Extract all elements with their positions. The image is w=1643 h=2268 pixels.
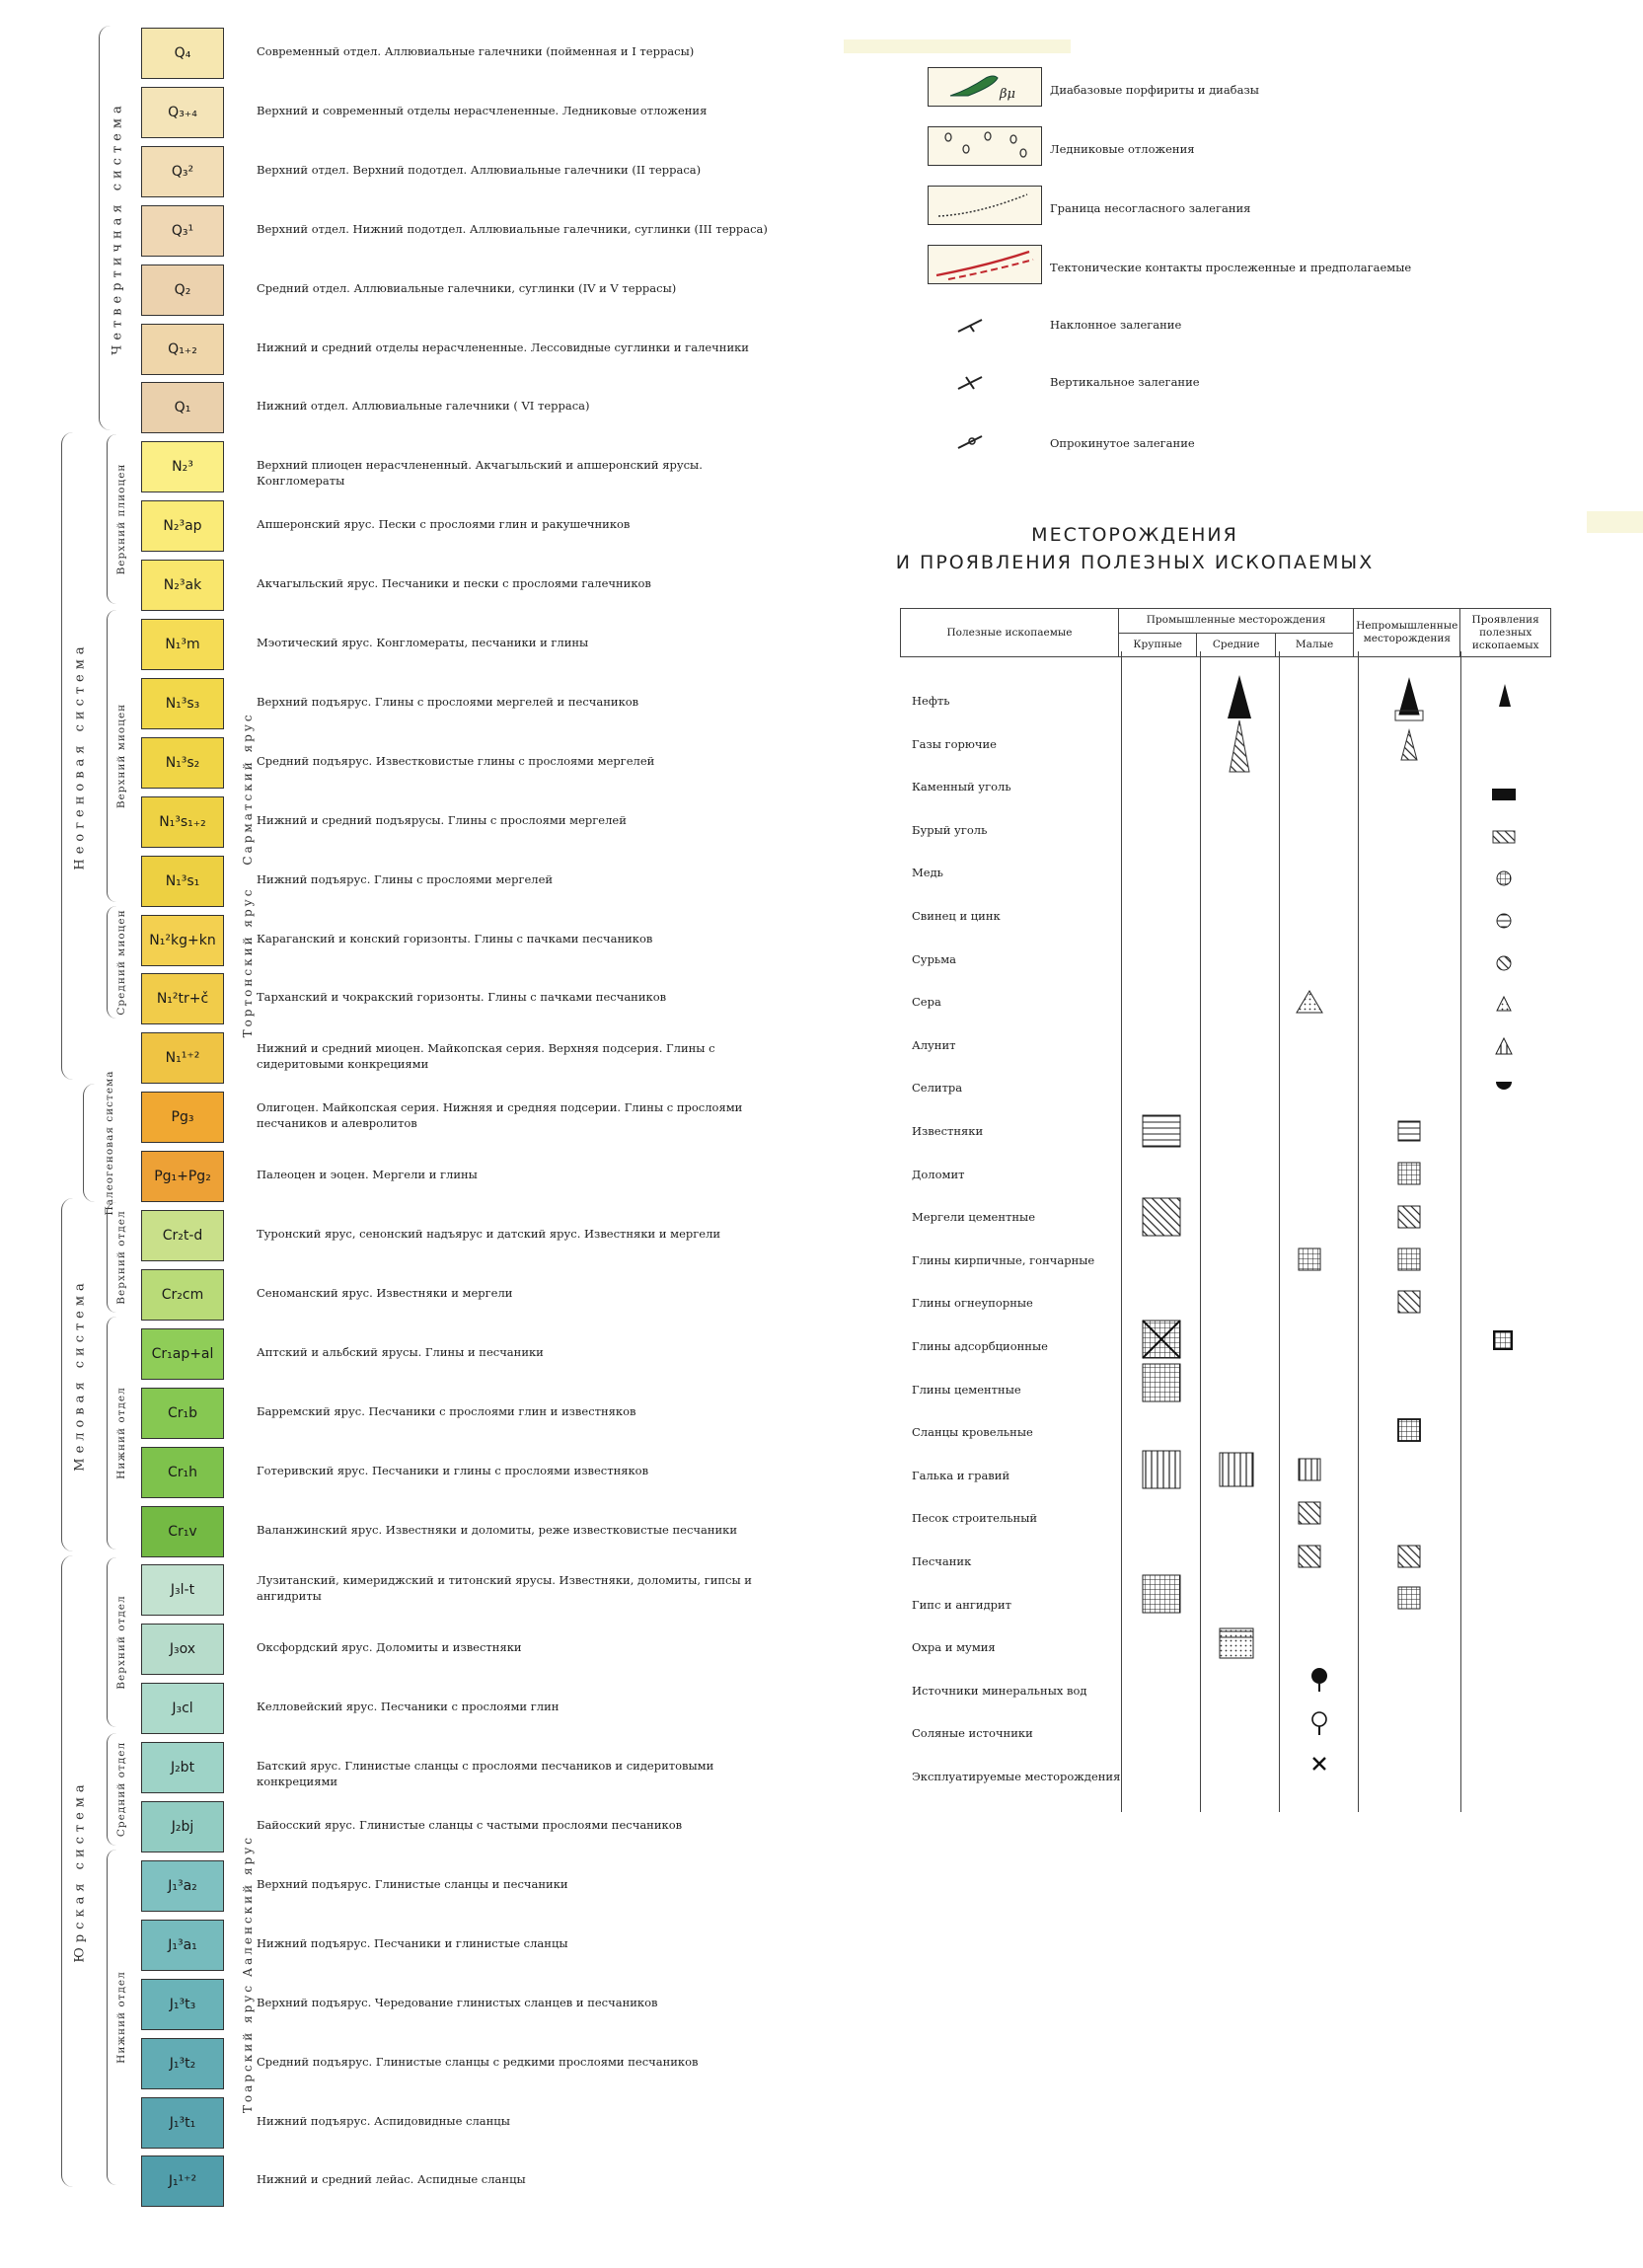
unit-description: Батский ярус. Глинистые сланцы с прослоями песчаников и сидеритовыми конкрециями [257, 1759, 714, 1788]
mineral-name: Эксплуатируемые месторождения [912, 1770, 1121, 1783]
mineral-name: Сурьма [912, 952, 956, 966]
glacial-label: Ледниковые отложения [1050, 142, 1195, 156]
mineral-row [900, 808, 1551, 851]
mineral-name: Источники минеральных вод [912, 1684, 1087, 1698]
unit-description: Караганский и конский горизонты. Глины с пачками песчаников [257, 932, 653, 945]
tectonic-label: Тектонические контакты прослеженные и предполагаемые [1050, 261, 1412, 274]
minerals-table-header [900, 608, 1551, 657]
mineral-row [900, 1109, 1551, 1152]
subgroup-bracket: Средний отдел [107, 1733, 134, 1846]
mineral-name: Доломит [912, 1168, 965, 1181]
unit-swatch: Cr₁b [141, 1388, 224, 1439]
unit-swatch: Q₁₊₂ [141, 324, 224, 375]
subgroup-bracket: Верхний плиоцен [107, 434, 134, 604]
mineral-row [900, 1711, 1551, 1754]
unit-description: Верхний подъярус. Глины с прослоями мергелей и песчаников [257, 695, 639, 709]
unit-description: Олигоцен. Майкопская серия. Нижняя и средняя подсерии. Глины с прослоями песчаников и алевролитов [257, 1100, 743, 1130]
mineral-name: Бурый уголь [912, 823, 988, 837]
unit-description: Верхний плиоцен нерасчлененный. Акчагыльский и апшеронский ярусы. Конгломераты [257, 458, 703, 488]
unit-swatch: N₂³ak [141, 560, 224, 611]
stage-bracket: Тоарский ярус [241, 1982, 255, 2114]
svg-text:βμ: βμ [1000, 87, 1015, 102]
mineral-row [900, 851, 1551, 893]
mineral-row [900, 1281, 1551, 1323]
unit-swatch: Cr₁ap+al [141, 1328, 224, 1380]
mineral-name: Свинец и цинк [912, 909, 1001, 923]
unit-swatch: N₁²tr+č [141, 973, 224, 1024]
unit-swatch: J₁³a₂ [141, 1860, 224, 1912]
glacial-deposits-icon [928, 126, 1042, 166]
mineral-row [900, 894, 1551, 937]
unit-swatch: Q₃₊₄ [141, 87, 224, 138]
mineral-row [900, 938, 1551, 980]
unit-swatch: Pg₃ [141, 1092, 224, 1143]
mineral-name: Газы горючие [912, 737, 997, 751]
mineral-name: Соляные источники [912, 1726, 1033, 1740]
minerals-title: МЕСТОРОЖДЕНИЯ И ПРОЯВЛЕНИЯ ПОЛЕЗНЫХ ИСКОПАЕМЫХ [895, 524, 1375, 573]
paper-stain [844, 39, 1071, 53]
inclined-dip-icon [952, 316, 992, 336]
unit-description: Акчагыльский ярус. Песчаники и пески с прослоями галечников [257, 576, 651, 590]
mineral-row [900, 1324, 1551, 1367]
mineral-name: Известняки [912, 1124, 984, 1138]
mineral-name: Каменный уголь [912, 780, 1011, 794]
mineral-name: Песчаник [912, 1554, 972, 1568]
unit-description: Аптский и альбский ярусы. Глины и песчаники [257, 1345, 544, 1359]
unit-swatch: Q₁ [141, 382, 224, 433]
inclined-dip-label: Наклонное залегание [1050, 318, 1182, 332]
unit-description: Готеривский ярус. Песчаники и глины с прослоями известняков [257, 1464, 649, 1477]
mineral-name: Мергели цементные [912, 1210, 1036, 1224]
unit-swatch: Cr₂cm [141, 1269, 224, 1321]
unit-swatch: N₁³s₃ [141, 678, 224, 729]
diabase-icon [928, 67, 1042, 107]
system-bracket-quaternary [99, 26, 134, 430]
unit-swatch: Cr₁v [141, 1506, 224, 1557]
mineral-name: Глины цементные [912, 1383, 1021, 1397]
unit-description: Нижний и средний отделы нерасчлененные. Лессовидные суглинки и галечники [257, 340, 749, 354]
system-label: Неогеновая система [72, 642, 87, 870]
mineral-name: Гипс и ангидрит [912, 1598, 1012, 1612]
unit-description: Верхний отдел. Нижний подотдел. Аллювиальные галечники, суглинки (III терраса) [257, 222, 768, 236]
mineral-row [900, 1023, 1551, 1066]
mineral-row [900, 1583, 1551, 1625]
unit-description: Нижний отдел. Аллювиальные галечники ( VI терраса) [257, 399, 590, 413]
mineral-name: Охра и мумия [912, 1640, 996, 1654]
unit-description: Мэотический ярус. Конгломераты, песчаники и глины [257, 636, 589, 649]
unit-description: Палеоцен и эоцен. Мергели и глины [257, 1168, 478, 1181]
unit-description: Верхний и современный отделы нерасчлененные. Ледниковые отложения [257, 104, 708, 117]
unit-description: Лузитанский, кимериджский и титонский ярусы. Известняки, доломиты, гипсы и ангидриты [257, 1573, 752, 1603]
unit-swatch: N₁³s₁ [141, 856, 224, 907]
unit-swatch: J₁¹⁺² [141, 2155, 224, 2207]
paper-stain [1587, 511, 1643, 533]
mineral-row [900, 1669, 1551, 1711]
unit-description: Средний отдел. Аллювиальные галечники, суглинки (IV и V террасы) [257, 281, 677, 295]
mineral-row [900, 1066, 1551, 1108]
unit-description: Средний подъярус. Известковистые глины с прослоями мергелей [257, 754, 655, 768]
mineral-name: Глины кирпичные, гончарные [912, 1253, 1095, 1267]
mineral-row [900, 1755, 1551, 1797]
mineral-name: Сланцы кровельные [912, 1425, 1033, 1439]
unit-description: Нижний подъярус. Глины с прослоями мергелей [257, 872, 554, 886]
mineral-name: Глины огнеупорные [912, 1296, 1033, 1310]
unit-description: Валанжинский ярус. Известняки и доломиты, реже известковистые песчаники [257, 1523, 738, 1537]
mineral-row [900, 1625, 1551, 1668]
subgroup-bracket: Верхний отдел [107, 1557, 134, 1727]
system-label: Меловая система [72, 1278, 87, 1472]
stage-bracket: Тортонский ярус [241, 886, 255, 1038]
col-occurrences: Проявления полезных ископаемых [1460, 609, 1551, 657]
mineral-name: Медь [912, 866, 943, 879]
system-bracket-paleogene [83, 1070, 134, 1216]
unit-description: Верхний подъярус. Глинистые сланцы и песчаники [257, 1877, 568, 1891]
unit-description: Тарханский и чокракский горизонты. Глины с пачками песчаников [257, 990, 667, 1004]
unit-swatch: J₁³a₁ [141, 1920, 224, 1971]
subgroup-bracket: Нижний отдел [107, 1317, 134, 1550]
unit-description: Сеноманский ярус. Известняки и мергели [257, 1286, 513, 1300]
subgroup-bracket: Средний миоцен [107, 906, 134, 1019]
unit-swatch: N₁³m [141, 619, 224, 670]
unit-swatch: Cr₂t-d [141, 1210, 224, 1261]
unit-description: Средний подъярус. Глинистые сланцы с редкими прослоями песчаников [257, 2055, 699, 2069]
diabase-label: Диабазовые порфириты и диабазы [1050, 83, 1259, 97]
unit-description: Нижний и средний миоцен. Майкопская серия. Верхняя подсерия. Глины с сидеритовыми конкрециями [257, 1041, 715, 1071]
unit-description: Верхний отдел. Верхний подотдел. Аллювиальные галечники (II терраса) [257, 163, 702, 177]
unit-description: Нижний подъярус. Песчаники и глинистые сланцы [257, 1936, 568, 1950]
mineral-name: Селитра [912, 1081, 963, 1095]
unit-swatch: J₁³t₃ [141, 1979, 224, 2030]
mineral-row [900, 1195, 1551, 1238]
overturned-dip-icon [952, 432, 992, 452]
unit-swatch: N₂³ap [141, 500, 224, 552]
mineral-name: Сера [912, 995, 941, 1009]
mineral-row [900, 1153, 1551, 1195]
overturned-dip-label: Опрокинутое залегание [1050, 436, 1195, 450]
unconformity-label: Граница несогласного залегания [1050, 201, 1251, 215]
mineral-row [900, 980, 1551, 1022]
subgroup-bracket: Верхний отдел [107, 1202, 134, 1313]
mineral-row [900, 1454, 1551, 1496]
vertical-dip-label: Вертикальное залегание [1050, 375, 1200, 389]
stage-bracket: Ааленский ярус [241, 1834, 255, 1978]
system-label: Четвертичная система [110, 101, 124, 355]
unit-swatch: J₁³t₂ [141, 2038, 224, 2089]
subgroup-bracket: Нижний отдел [107, 1850, 134, 2185]
system-label: Юрская система [72, 1779, 87, 1963]
unit-swatch: J₁³t₁ [141, 2097, 224, 2149]
unit-swatch: J₃cl [141, 1683, 224, 1734]
unit-swatch: J₂bt [141, 1742, 224, 1793]
system-bracket-jurassic [61, 1555, 97, 2187]
unit-swatch: N₁²kg+kn [141, 915, 224, 966]
unit-description: Барремский ярус. Песчаники с прослоями глин и известняков [257, 1404, 636, 1418]
unit-description: Нижний и средний подъярусы. Глины с прослоями мергелей [257, 813, 627, 827]
unit-description: Келловейский ярус. Песчаники с прослоями глин [257, 1700, 560, 1713]
mineral-row [900, 1496, 1551, 1539]
mineral-row [900, 1410, 1551, 1453]
col-nonindustrial: Непромышленные месторождения [1354, 609, 1460, 657]
unit-swatch: J₂bj [141, 1801, 224, 1852]
unit-description: Оксфордский ярус. Доломиты и известняки [257, 1640, 522, 1654]
unit-swatch: J₃l-t [141, 1564, 224, 1616]
unit-swatch: N₁³s₂ [141, 737, 224, 789]
unit-description: Байосский ярус. Глинистые сланцы с частыми прослоями песчаников [257, 1818, 683, 1832]
unit-description: Туронский ярус, сенонский надъярус и датский ярус. Известняки и мергели [257, 1227, 721, 1241]
unit-swatch: N₂³ [141, 441, 224, 492]
col-name: Полезные ископаемые [901, 609, 1119, 657]
col-medium: Средние [1197, 633, 1275, 657]
mineral-row [900, 765, 1551, 807]
mineral-name: Галька и гравий [912, 1469, 1010, 1482]
system-bracket-neogene [61, 432, 97, 1080]
system-label: Палеогеновая система [103, 1070, 115, 1216]
mineral-name: Алунит [912, 1038, 956, 1052]
mineral-name: Нефть [912, 694, 950, 708]
mineral-name: Песок строительный [912, 1511, 1038, 1525]
unit-description: Нижний и средний лейас. Аспидные сланцы [257, 2172, 526, 2186]
unit-swatch: Q₂ [141, 265, 224, 316]
system-bracket-cretaceous [61, 1198, 97, 1551]
mineral-row [900, 1540, 1551, 1582]
mineral-row [900, 1239, 1551, 1281]
vertical-dip-icon [952, 373, 992, 393]
mineral-row [900, 722, 1551, 765]
mineral-row [900, 1368, 1551, 1410]
col-industrial: Промышленные месторождения [1118, 609, 1353, 634]
stage-bracket: Сарматский ярус [241, 712, 255, 866]
mineral-name: Глины адсорбционные [912, 1339, 1048, 1353]
col-large: Крупные [1118, 633, 1196, 657]
unit-swatch: Cr₁h [141, 1447, 224, 1498]
unit-description: Нижний подъярус. Аспидовидные сланцы [257, 2114, 510, 2128]
unit-swatch: Pg₁+Pg₂ [141, 1151, 224, 1202]
unit-swatch: Q₄ [141, 28, 224, 79]
unconformity-icon [928, 186, 1042, 225]
unit-description: Верхний подъярус. Чередование глинистых сланцев и песчаников [257, 1996, 658, 2009]
unit-swatch: N₁³s₁₊₂ [141, 796, 224, 848]
unit-swatch: N₁¹⁺² [141, 1032, 224, 1084]
unit-swatch: J₃ox [141, 1624, 224, 1675]
mineral-row [900, 679, 1551, 721]
unit-description: Современный отдел. Аллювиальные галечники (пойменная и I террасы) [257, 44, 695, 58]
unit-swatch: Q₃² [141, 146, 224, 197]
tectonic-contact-icon [928, 245, 1042, 284]
unit-description: Апшеронский ярус. Пески с прослоями глин и ракушечников [257, 517, 631, 531]
unit-swatch: Q₃¹ [141, 205, 224, 257]
col-small: Малые [1275, 633, 1353, 657]
subgroup-bracket: Верхний миоцен [107, 610, 134, 902]
